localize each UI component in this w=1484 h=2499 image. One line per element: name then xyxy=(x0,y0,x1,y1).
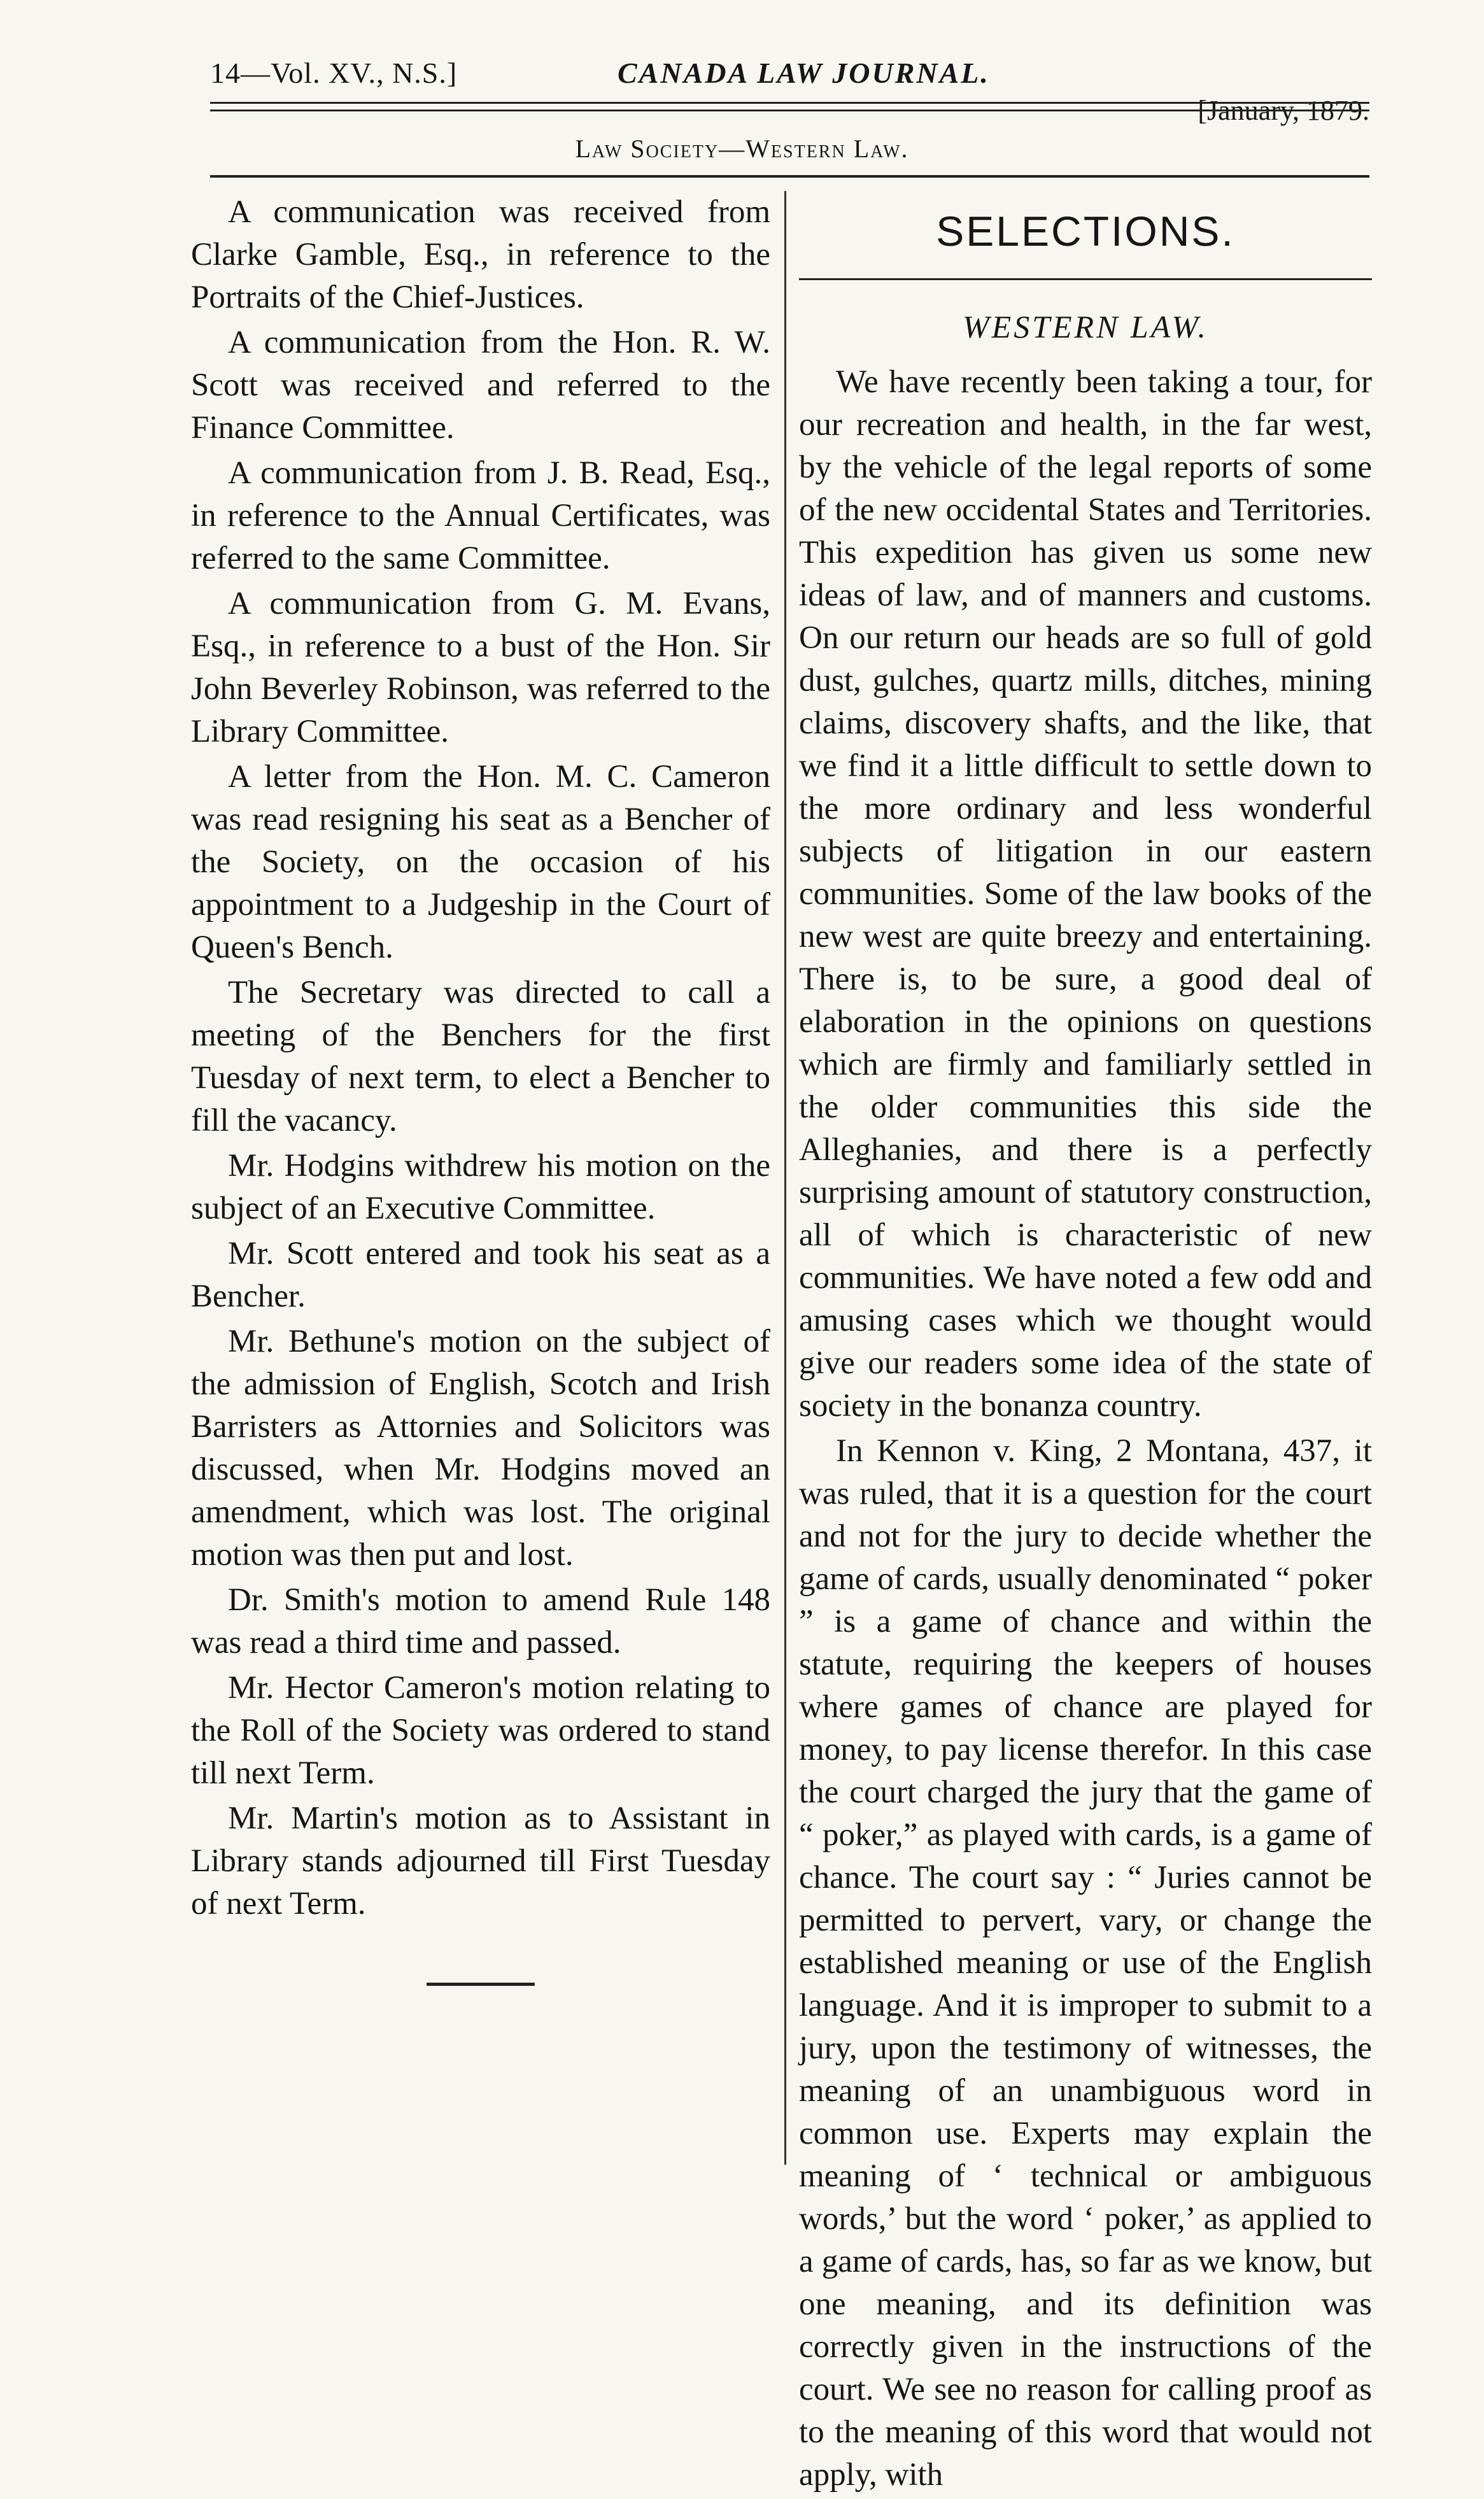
left-column xyxy=(191,191,770,1986)
paragraph: Mr. Bethune's motion on the subject of the admission of English, Scotch and Irish Barristers as Attornies and Solicitors was discussed, when Mr. Hodgins moved an amendment, which was lost. The original motion was then put and lost. xyxy=(191,1324,770,1573)
paragraph: Mr. Hodgins withdrew his motion on the subject of an Executive Committee. xyxy=(191,1148,770,1226)
paragraph: The Secretary was directed to call a meeting of the Benchers for the first Tuesday of next term, to elect a Bencher to fill the vacancy. xyxy=(191,975,770,1138)
right-column xyxy=(799,191,1372,2499)
selections-heading: SELECTIONS. xyxy=(936,208,1235,255)
heading-rule xyxy=(799,278,1372,280)
paragraph: A communication from G. M. Evans, Esq., in reference to a bust of the Hon. Sir John Beverley Robinson, was referred to the Library Committee. xyxy=(191,586,770,749)
paragraph: A communication was received from Clarke Gamble, Esq., in reference to the Portraits of the Chief-Justices. xyxy=(191,194,770,315)
article-title: WESTERN LAW. xyxy=(963,309,1208,344)
header-double-rule xyxy=(210,102,1369,111)
paragraph: A communication from J. B. Read, Esq., in reference to the Annual Certificates, was referred to the same Committee. xyxy=(191,455,770,576)
journal-title: CANADA LAW JOURNAL. xyxy=(618,57,990,89)
paragraph: We have recently been taking a tour, for our recreation and health, in the far west, by the vehicle of the legal reports of some of the new occidental States and Territories. This expedition has given us some new ideas of law, and of manners and customs. On our return our heads are so full of gold dust, gulches, quartz mills, ditches, mining claims, discovery shafts, and the like, that we find it a little difficult to settle down to the more ordinary and less wonderful subjects of litigation in our eastern communities. Some of the law books of the new west are quite breezy and entertaining. There is, to be sure, a good deal of elaboration in the opinions on questions which are firmly and familiarly settled in the older communities this side the Alleghanies, and there is a perfectly surprising amount of statutory construction, all of which is characteristic of new communities. We have noted a few odd and amusing cases which we thought would give our readers some idea of the state of society in the bonanza country. xyxy=(799,364,1372,1424)
paragraph: Mr. Martin's motion as to Assistant in Library stands adjourned till First Tuesday of next Term. xyxy=(191,1801,770,1922)
running-header xyxy=(210,56,1369,126)
column-divider xyxy=(784,191,786,2165)
paragraph: Mr. Scott entered and took his seat as a Bencher. xyxy=(191,1236,770,1314)
section-header: Law Society—Western Law. xyxy=(575,134,909,163)
paragraph: Mr. Hector Cameron's motion relating to the Roll of the Society was ordered to stand till next Term. xyxy=(191,1670,770,1791)
header-rule xyxy=(210,175,1369,178)
paragraph: A communication from the Hon. R. W. Scott was received and referred to the Finance Committee. xyxy=(191,325,770,446)
issue-date: [January, 1879. xyxy=(1198,95,1369,126)
paragraph: In Kennon v. King, 2 Montana, 437, it was ruled, that it is a question for the court and not for the jury to decide whether the game of cards, usually denominated “ poker ” is a game of chance and within the statute, requiring the keepers of houses where games of chance are played for money, to pay license therefor. In this case the court charged the jury that the game of “ poker,” as played with cards, is a game of chance. The court say : “ Juries cannot be permitted to pervert, vary, or change the established meaning or use of the English language. And it is improper to submit to a jury, upon the testimony of witnesses, the meaning of an unambiguous word in common use. Experts may explain the meaning of ‘ technical or ambiguous words,’ but the word ‘ poker,’ as applied to a game of cards, has, so far as we know, but one meaning, and its definition was correctly given in the instructions of the court. We see no reason for calling proof as to the meaning of this word that would not apply, with xyxy=(799,1433,1372,2493)
paragraph: Dr. Smith's motion to amend Rule 148 was read a third time and passed. xyxy=(191,1582,770,1660)
volume-label: 14—Vol. XV., N.S.] xyxy=(210,57,458,89)
paragraph: A letter from the Hon. M. C. Cameron was read resigning his seat as a Bencher of the Society, on the occasion of his appointment to a Judgeship in the Court of Queen's Bench. xyxy=(191,759,770,965)
section-end-rule xyxy=(427,1983,535,1986)
